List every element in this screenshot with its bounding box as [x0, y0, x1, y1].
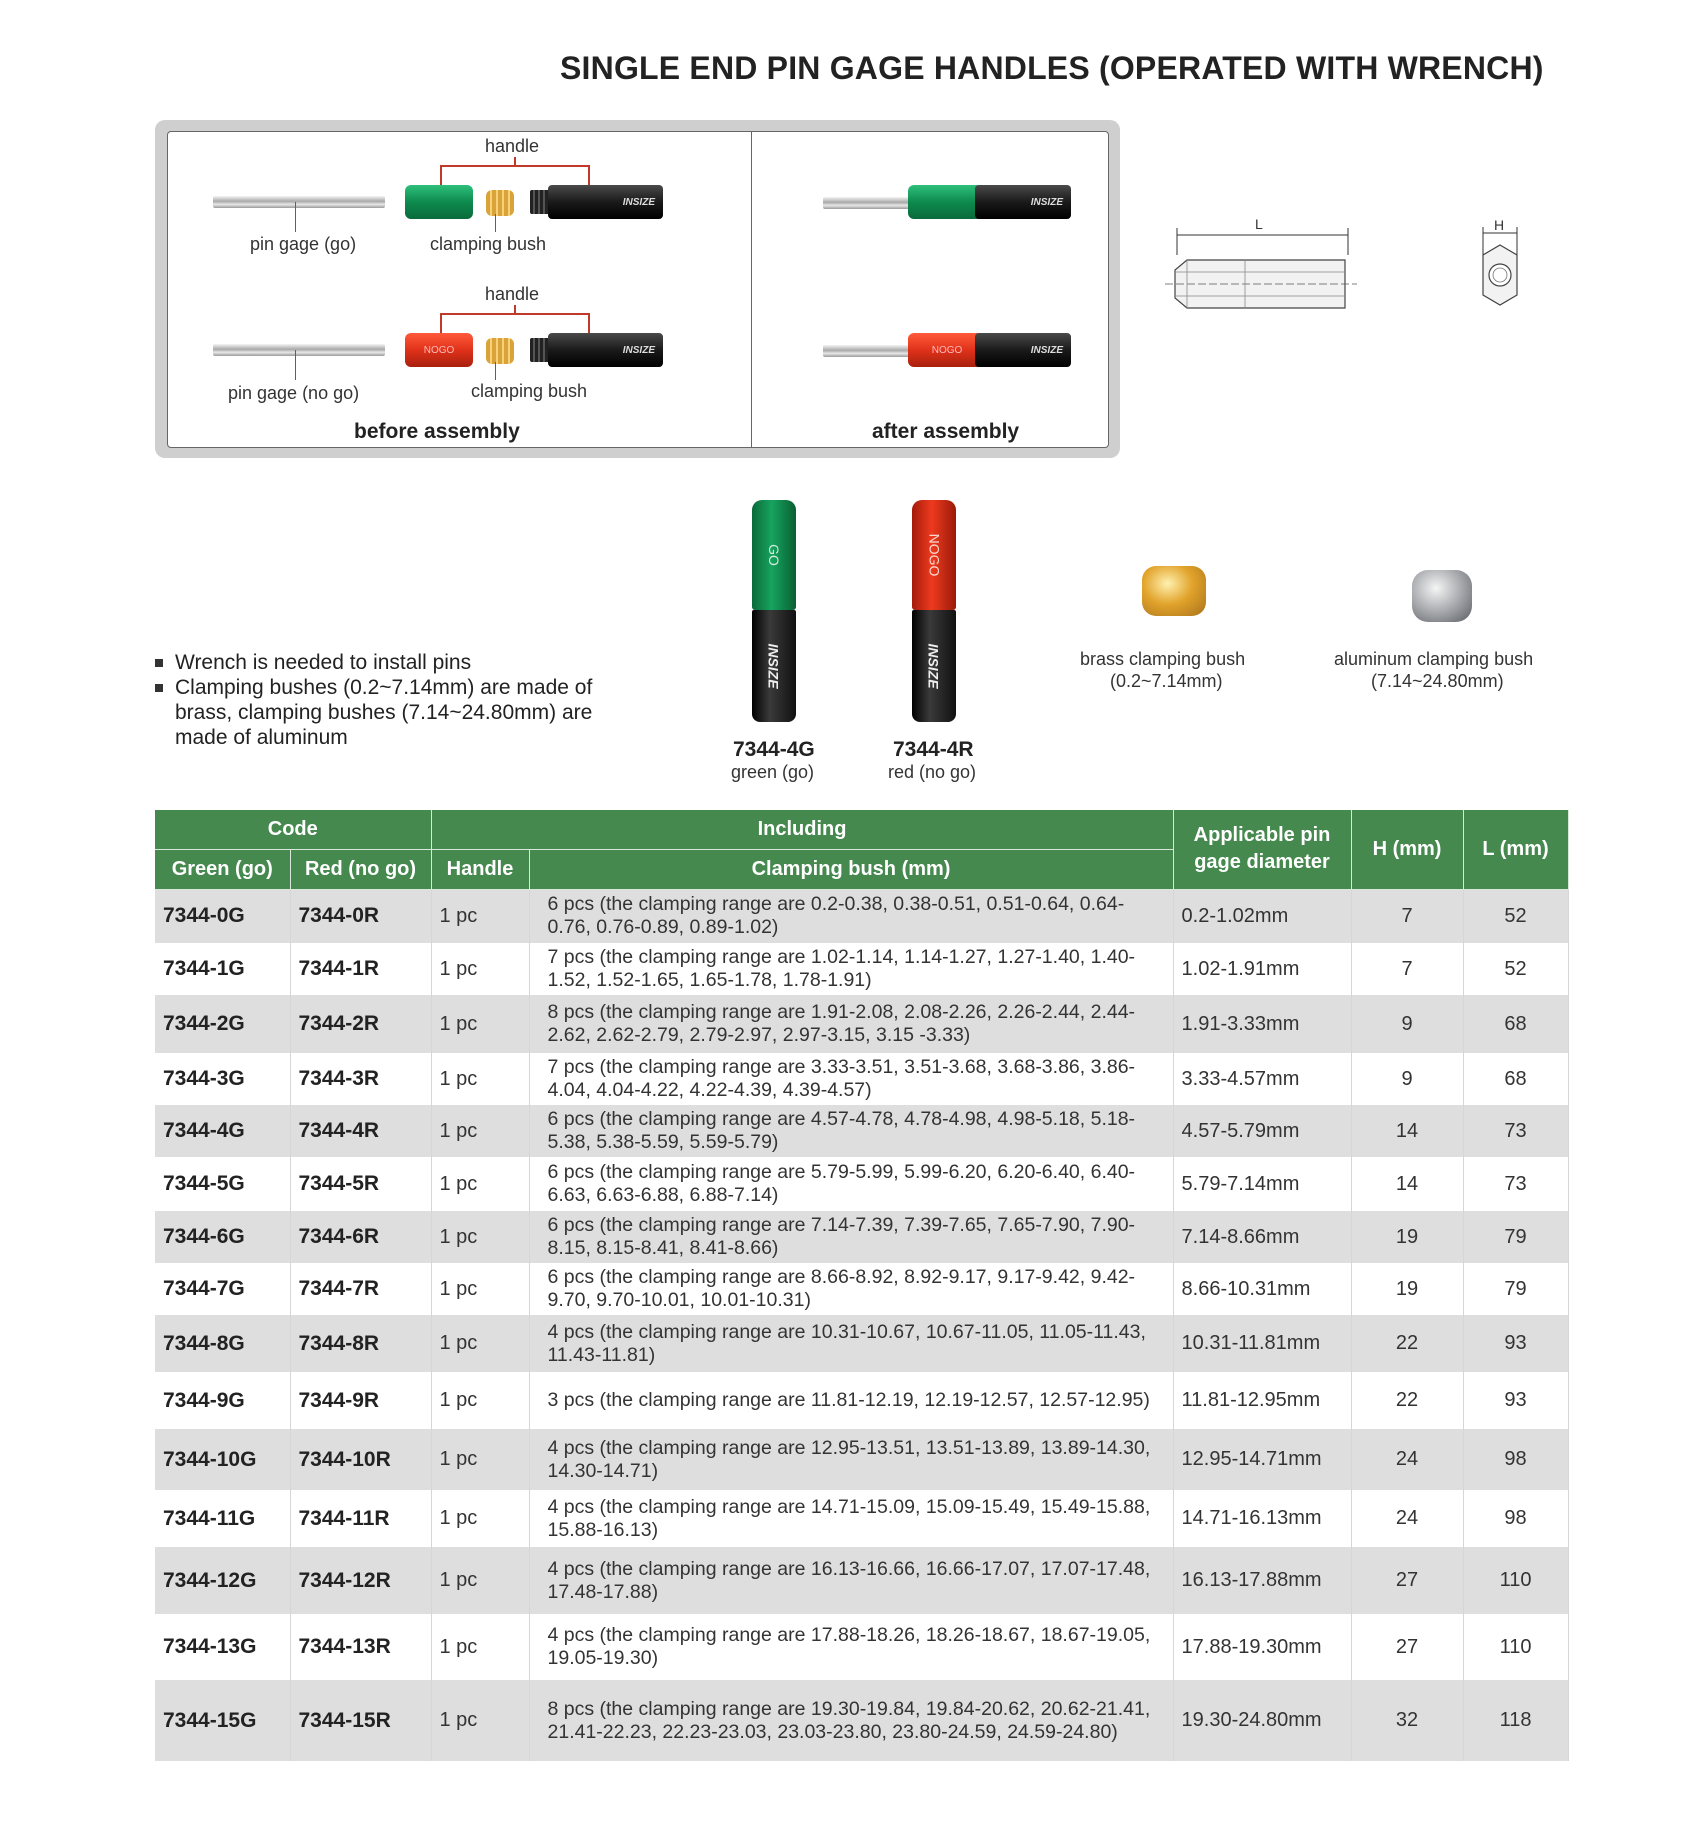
- panel-divider: [751, 132, 752, 447]
- aluminum-bush-label: aluminum clamping bush: [1334, 649, 1534, 669]
- code-green-cell: 7344-2G: [155, 995, 290, 1053]
- l-cell: 68: [1463, 1053, 1568, 1105]
- black-grip-2: INSIZE: [548, 333, 663, 367]
- handle-cell: 1 pc: [431, 995, 529, 1053]
- code-red-cell: 7344-7R: [290, 1263, 431, 1315]
- handle-cell: 1 pc: [431, 1315, 529, 1372]
- table-row: [155, 1053, 1568, 1105]
- red-grip: NOGO: [405, 333, 473, 367]
- clamping-bush-cell: 4 pcs (the clamping range are 14.71-15.09, 15.09-15.49, 15.49-15.88, 15.88-16.13): [529, 1490, 1173, 1547]
- h-cell: 7: [1351, 889, 1463, 943]
- table-row: [155, 1105, 1568, 1157]
- table-row: [155, 1211, 1568, 1263]
- handle-cell: 1 pc: [431, 1614, 529, 1680]
- h-cell: 9: [1351, 1053, 1463, 1105]
- l-cell: 52: [1463, 889, 1568, 943]
- handle-green-product: [752, 500, 796, 722]
- diameter-cell: 3.33-4.57mm: [1173, 1053, 1351, 1105]
- h-cell: 22: [1351, 1372, 1463, 1429]
- l-cell: 73: [1463, 1105, 1568, 1157]
- go-mark: GO: [766, 544, 782, 566]
- code-green-cell: 7344-4G: [155, 1105, 290, 1157]
- clamping-bush-cell: 8 pcs (the clamping range are 1.91-2.08, 2.08-2.26, 2.26-2.44, 2.44-2.62, 2.62-2.79, 2.79-2.97, 2.97-3.15, 3.15 -3.33): [529, 995, 1173, 1053]
- brass-bush-2: [486, 338, 514, 364]
- clamping-bush-cell: 8 pcs (the clamping range are 19.30-19.84, 19.84-20.62, 20.62-21.41, 21.41-22.23, 22.23-23.03, 23.03-23.80, 23.80-24.59, 24.59-24.80): [529, 1680, 1173, 1761]
- clamping-bush-cell: 4 pcs (the clamping range are 12.95-13.51, 13.51-13.89, 13.89-14.30, 14.30-14.71): [529, 1429, 1173, 1490]
- aluminum-bush-image: [1412, 570, 1472, 622]
- table-row: [155, 889, 1568, 943]
- handle-cell: 1 pc: [431, 1263, 529, 1315]
- l-cell: 79: [1463, 1211, 1568, 1263]
- thread: [530, 190, 550, 214]
- code-green-cell: 7344-5G: [155, 1157, 290, 1211]
- bush-leader-2: [495, 362, 496, 380]
- handle-cell: 1 pc: [431, 1211, 529, 1263]
- diameter-cell: 8.66-10.31mm: [1173, 1263, 1351, 1315]
- bush-label-2: clamping bush: [471, 381, 588, 401]
- code-red-cell: 7344-8R: [290, 1315, 431, 1372]
- handle-cell: 1 pc: [431, 1547, 529, 1614]
- h-cell: 27: [1351, 1614, 1463, 1680]
- handle-bracket-stem-2: [514, 305, 516, 315]
- assembled-pin-nogo: [823, 345, 915, 357]
- code-red-cell: 7344-5R: [290, 1157, 431, 1211]
- specs-table: [155, 810, 1569, 1761]
- pin-go-label: pin gage (go): [250, 234, 357, 254]
- code-green-cell: 7344-1G: [155, 943, 290, 995]
- pin-gage-go: [213, 196, 385, 208]
- aluminum-bush-range: (7.14~24.80mm): [1371, 671, 1504, 691]
- code-red-cell: 7344-3R: [290, 1053, 431, 1105]
- header-green: Green (go): [155, 849, 290, 889]
- h-cell: 24: [1351, 1490, 1463, 1547]
- header-bush: Clamping bush (mm): [529, 849, 1173, 889]
- clamping-bush-cell: 6 pcs (the clamping range are 0.2-0.38, 0.38-0.51, 0.51-0.64, 0.64-0.76, 0.76-0.89, 0.89-1.02): [529, 889, 1173, 943]
- l-cell: 110: [1463, 1547, 1568, 1614]
- code-red-cell: 7344-2R: [290, 995, 431, 1053]
- handle-cell: 1 pc: [431, 889, 529, 943]
- clamping-bush-cell: 4 pcs (the clamping range are 17.88-18.26, 18.26-18.67, 18.67-19.05, 19.05-19.30): [529, 1614, 1173, 1680]
- handle-cell: 1 pc: [431, 1372, 529, 1429]
- code-red-cell: 7344-12R: [290, 1547, 431, 1614]
- h-cell: 19: [1351, 1211, 1463, 1263]
- pin-gage-nogo: [213, 344, 385, 356]
- clamping-bush-cell: 3 pcs (the clamping range are 11.81-12.19, 12.19-12.57, 12.57-12.95): [529, 1372, 1173, 1429]
- table-row: [155, 943, 1568, 995]
- brass-bush-label: brass clamping bush: [1080, 649, 1246, 669]
- before-assembly-label: before assembly: [354, 420, 520, 443]
- l-cell: 93: [1463, 1372, 1568, 1429]
- handle-label-go: handle: [485, 136, 540, 156]
- l-cell: 73: [1463, 1157, 1568, 1211]
- red-product-desc: red (no go): [888, 762, 977, 782]
- code-red-cell: 7344-4R: [290, 1105, 431, 1157]
- clamping-bush-cell: 4 pcs (the clamping range are 10.31-10.67, 10.67-11.05, 11.05-11.43, 11.43-11.81): [529, 1315, 1173, 1372]
- diameter-cell: 11.81-12.95mm: [1173, 1372, 1351, 1429]
- pin-nogo-label: pin gage (no go): [228, 383, 360, 403]
- code-red-cell: 7344-9R: [290, 1372, 431, 1429]
- dimension-h-label: H: [1494, 217, 1505, 233]
- header-handle: Handle: [431, 849, 529, 889]
- brand-mark: INSIZE: [766, 643, 782, 689]
- table-row: [155, 1263, 1568, 1315]
- handle-cell: 1 pc: [431, 1490, 529, 1547]
- table-row: [155, 1157, 1568, 1211]
- green-product-code: 7344-4G: [733, 738, 815, 761]
- l-cell: 52: [1463, 943, 1568, 995]
- brass-bush: [486, 190, 514, 216]
- clamping-bush-cell: 7 pcs (the clamping range are 3.33-3.51, 3.51-3.68, 3.68-3.86, 3.86-4.04, 4.04-4.22, 4.22-4.39, 4.39-4.57): [529, 1053, 1173, 1105]
- h-cell: 24: [1351, 1429, 1463, 1490]
- diameter-cell: 1.91-3.33mm: [1173, 995, 1351, 1053]
- l-cell: 93: [1463, 1315, 1568, 1372]
- clamping-bush-cell: 4 pcs (the clamping range are 16.13-16.66, 16.66-17.07, 17.07-17.48, 17.48-17.88): [529, 1547, 1173, 1614]
- h-cell: 14: [1351, 1105, 1463, 1157]
- code-red-cell: 7344-10R: [290, 1429, 431, 1490]
- header-red: Red (no go): [290, 849, 431, 889]
- notes-list: [155, 650, 615, 750]
- brand-mark-2: INSIZE: [926, 643, 942, 689]
- handle-label-nogo: handle: [485, 284, 540, 304]
- after-assembly-label: after assembly: [872, 420, 1020, 443]
- assembled-pin-go: [823, 197, 915, 209]
- code-green-cell: 7344-15G: [155, 1680, 290, 1761]
- clamping-bush-cell: 6 pcs (the clamping range are 7.14-7.39, 7.39-7.65, 7.65-7.90, 7.90-8.15, 8.15-8.41, 8.41-8.66): [529, 1211, 1173, 1263]
- page-title: SINGLE END PIN GAGE HANDLES (OPERATED WITH WRENCH): [560, 50, 1544, 86]
- h-cell: 19: [1351, 1263, 1463, 1315]
- clamping-bush-cell: 6 pcs (the clamping range are 5.79-5.99, 5.99-6.20, 6.20-6.40, 6.40-6.63, 6.63-6.88, 6.88-7.14): [529, 1157, 1173, 1211]
- code-green-cell: 7344-6G: [155, 1211, 290, 1263]
- handle-bracket-stem: [514, 157, 516, 167]
- diameter-cell: 5.79-7.14mm: [1173, 1157, 1351, 1211]
- green-grip: [405, 185, 473, 219]
- table-row: [155, 1315, 1568, 1372]
- header-l: L (mm): [1463, 810, 1568, 889]
- h-cell: 9: [1351, 995, 1463, 1053]
- table-row: [155, 995, 1568, 1053]
- code-green-cell: 7344-13G: [155, 1614, 290, 1680]
- header-including: Including: [431, 810, 1173, 849]
- pin-nogo-leader: [295, 350, 296, 380]
- l-cell: 110: [1463, 1614, 1568, 1680]
- assembled-red-grip: NOGO: [908, 333, 986, 367]
- bush-leader-1: [495, 214, 496, 232]
- handle-cell: 1 pc: [431, 1053, 529, 1105]
- table-row: [155, 1614, 1568, 1680]
- pin-go-leader: [295, 202, 296, 232]
- l-cell: 118: [1463, 1680, 1568, 1761]
- table-row: [155, 1372, 1568, 1429]
- diameter-cell: 7.14-8.66mm: [1173, 1211, 1351, 1263]
- clamping-bush-cell: 6 pcs (the clamping range are 8.66-8.92, 8.92-9.17, 9.17-9.42, 9.42-9.70, 9.70-10.01, 10.01-10.31): [529, 1263, 1173, 1315]
- diameter-cell: 16.13-17.88mm: [1173, 1547, 1351, 1614]
- code-green-cell: 7344-12G: [155, 1547, 290, 1614]
- handle-cell: 1 pc: [431, 1157, 529, 1211]
- handle-cell: 1 pc: [431, 1680, 529, 1761]
- code-green-cell: 7344-8G: [155, 1315, 290, 1372]
- green-product-desc: green (go): [731, 762, 815, 782]
- table-row: [155, 1547, 1568, 1614]
- dimension-l-label: L: [1255, 216, 1263, 232]
- l-cell: 98: [1463, 1429, 1568, 1490]
- table-row: [155, 1429, 1568, 1490]
- l-cell: 79: [1463, 1263, 1568, 1315]
- diameter-cell: 1.02-1.91mm: [1173, 943, 1351, 995]
- diameter-cell: 12.95-14.71mm: [1173, 1429, 1351, 1490]
- note-item: Wrench is needed to install pins: [155, 650, 615, 675]
- h-cell: 27: [1351, 1547, 1463, 1614]
- diameter-cell: 0.2-1.02mm: [1173, 889, 1351, 943]
- diameter-cell: 4.57-5.79mm: [1173, 1105, 1351, 1157]
- black-grip: INSIZE: [548, 185, 663, 219]
- diameter-cell: 19.30-24.80mm: [1173, 1680, 1351, 1761]
- code-red-cell: 7344-1R: [290, 943, 431, 995]
- nogo-mark: NOGO: [926, 533, 942, 577]
- note-item: Clamping bushes (0.2~7.14mm) are made of brass, clamping bushes (7.14~24.80mm) are made of aluminum: [155, 675, 610, 750]
- code-red-cell: 7344-0R: [290, 889, 431, 943]
- diameter-cell: 14.71-16.13mm: [1173, 1490, 1351, 1547]
- red-product-code: 7344-4R: [893, 738, 974, 761]
- handle-cell: 1 pc: [431, 943, 529, 995]
- code-red-cell: 7344-15R: [290, 1680, 431, 1761]
- table-row: [155, 1680, 1568, 1761]
- header-applicable: Applicable pin gage diameter: [1173, 810, 1351, 889]
- handle-cell: 1 pc: [431, 1429, 529, 1490]
- assembled-black-grip-2: INSIZE: [975, 333, 1071, 367]
- code-green-cell: 7344-10G: [155, 1429, 290, 1490]
- l-cell: 68: [1463, 995, 1568, 1053]
- header-h: H (mm): [1351, 810, 1463, 889]
- h-cell: 7: [1351, 943, 1463, 995]
- code-green-cell: 7344-7G: [155, 1263, 290, 1315]
- l-cell: 98: [1463, 1490, 1568, 1547]
- handle-red-product: [912, 500, 956, 722]
- diameter-cell: 17.88-19.30mm: [1173, 1614, 1351, 1680]
- h-cell: 14: [1351, 1157, 1463, 1211]
- h-cell: 22: [1351, 1315, 1463, 1372]
- code-green-cell: 7344-11G: [155, 1490, 290, 1547]
- header-code: Code: [155, 810, 431, 849]
- code-green-cell: 7344-0G: [155, 889, 290, 943]
- bush-label-1: clamping bush: [430, 234, 547, 254]
- clamping-bush-cell: 6 pcs (the clamping range are 4.57-4.78, 4.78-4.98, 4.98-5.18, 5.18-5.38, 5.38-5.59, 5.59-5.79): [529, 1105, 1173, 1157]
- code-green-cell: 7344-3G: [155, 1053, 290, 1105]
- handle-side-drawing: [1165, 210, 1365, 320]
- code-red-cell: 7344-11R: [290, 1490, 431, 1547]
- brass-bush-range: (0.2~7.14mm): [1110, 671, 1223, 691]
- table-row: [155, 1490, 1568, 1547]
- handle-cell: 1 pc: [431, 1105, 529, 1157]
- code-green-cell: 7344-9G: [155, 1372, 290, 1429]
- assembled-black-grip: INSIZE: [975, 185, 1071, 219]
- thread-2: [530, 338, 550, 362]
- brass-bush-image: [1142, 566, 1206, 616]
- code-red-cell: 7344-13R: [290, 1614, 431, 1680]
- clamping-bush-cell: 7 pcs (the clamping range are 1.02-1.14, 1.14-1.27, 1.27-1.40, 1.40-1.52, 1.52-1.65, 1.65-1.78, 1.78-1.91): [529, 943, 1173, 995]
- diameter-cell: 10.31-11.81mm: [1173, 1315, 1351, 1372]
- code-red-cell: 7344-6R: [290, 1211, 431, 1263]
- h-cell: 32: [1351, 1680, 1463, 1761]
